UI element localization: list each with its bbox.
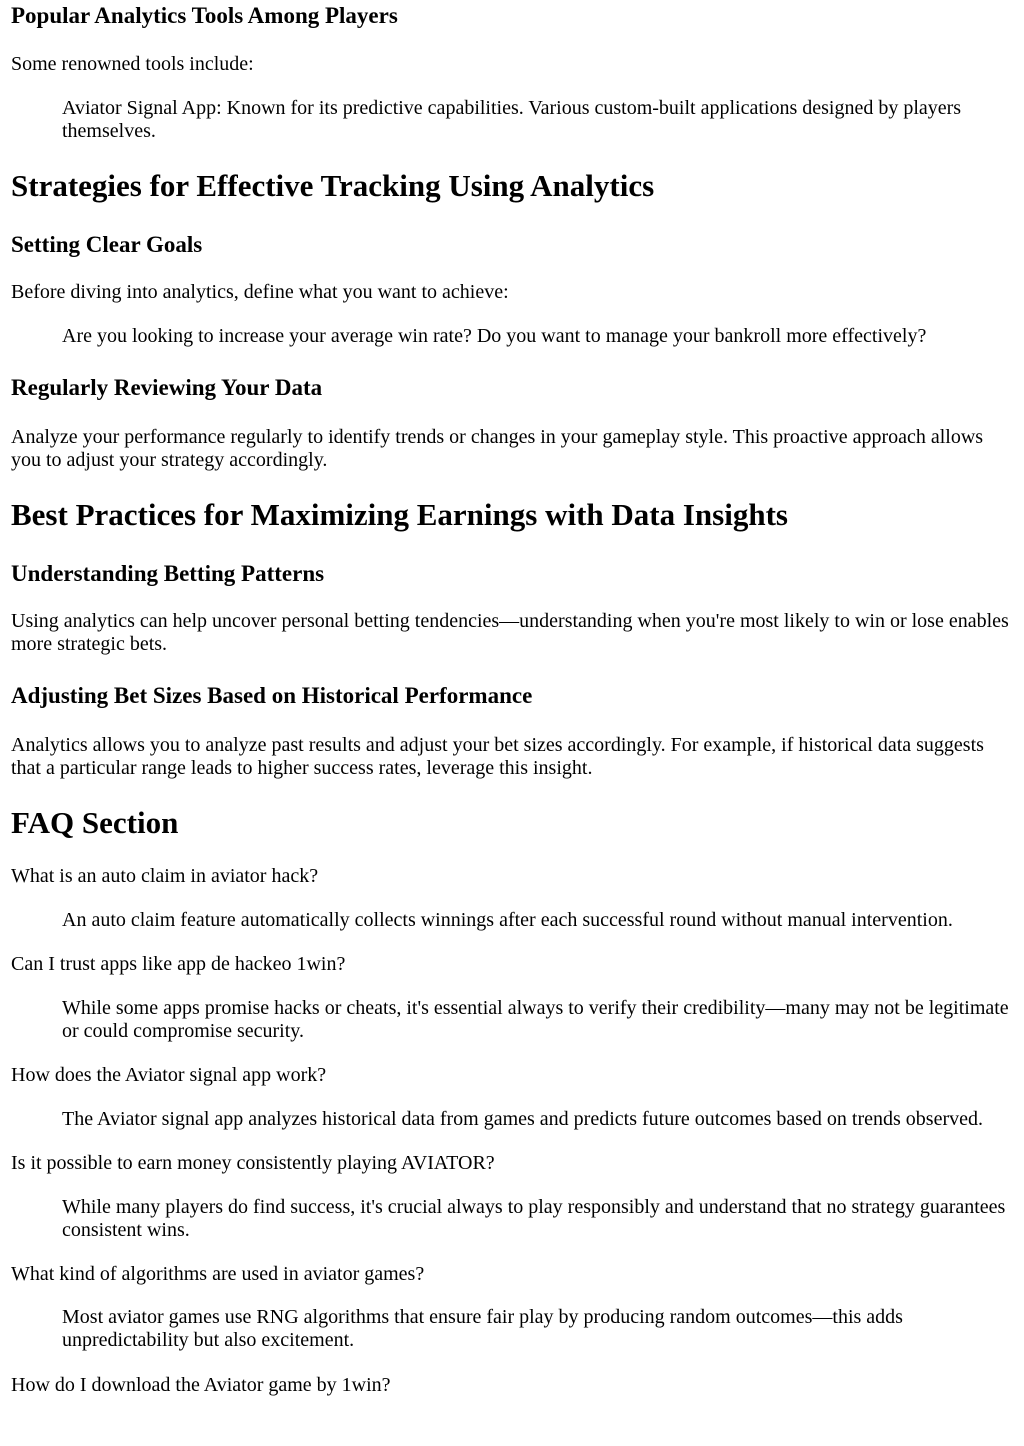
faq-answer: The Aviator signal app analyzes historical data from games and predicts future outcomes based on trends observed. — [62, 1108, 984, 1130]
faq-answer: Most aviator games use RNG algorithms that ensure fair play by producing random outcomes—this adds unpredictability but also excitement. — [62, 1306, 903, 1351]
faq-answer: While some apps promise hacks or cheats, it's essential always to verify their credibility—many may not be legitimate or could compromise security. — [62, 997, 1009, 1042]
faq-question: Can I trust apps like app de hackeo 1win? — [11, 953, 346, 975]
faq-answer: While many players do find success, it's crucial always to play responsibly and understand that no strategy guarantees consistent wins. — [62, 1196, 1006, 1241]
faq-question: How do I download the Aviator game by 1win? — [11, 1374, 391, 1396]
faq-question: How does the Aviator signal app work? — [11, 1064, 327, 1086]
goals-intro: Before diving into analytics, define what you want to achieve: — [11, 281, 509, 303]
faq-question: What is an auto claim in aviator hack? — [11, 865, 319, 887]
faq-answer: An auto claim feature automatically collects winnings after each successful round without manual intervention. — [62, 909, 953, 931]
bet-sizes-text: Analytics allows you to analyze past results and adjust your bet sizes accordingly. For example, if historical data suggests that a particular range leads to higher success rates, leverage this insight. — [11, 734, 984, 779]
tools-item: Aviator Signal App: Known for its predictive capabilities. Various custom-built applications designed by players themselves. — [62, 97, 962, 142]
faq-heading: FAQ Section — [11, 805, 179, 840]
reviewing-heading: Regularly Reviewing Your Data — [11, 375, 323, 400]
patterns-text: Using analytics can help uncover personal betting tendencies—understanding when you're most likely to win or lose enables more strategic bets. — [11, 610, 1009, 655]
goals-item: Are you looking to increase your average win rate? Do you want to manage your bankroll more effectively? — [62, 325, 927, 347]
bet-sizes-heading: Adjusting Bet Sizes Based on Historical Performance — [11, 683, 533, 708]
reviewing-text: Analyze your performance regularly to identify trends or changes in your gameplay style. This proactive approach allows you to adjust your strategy accordingly. — [11, 426, 984, 471]
faq-question: Is it possible to earn money consistently playing AVIATOR? — [11, 1152, 495, 1174]
goals-heading: Setting Clear Goals — [11, 232, 203, 257]
tools-intro: Some renowned tools include: — [11, 53, 254, 75]
tools-heading: Popular Analytics Tools Among Players — [11, 3, 398, 28]
patterns-heading: Understanding Betting Patterns — [11, 561, 325, 586]
strategies-heading: Strategies for Effective Tracking Using Analytics — [11, 168, 655, 203]
faq-question: What kind of algorithms are used in aviator games? — [11, 1263, 425, 1285]
best-practices-heading: Best Practices for Maximizing Earnings with Data Insights — [11, 497, 788, 532]
